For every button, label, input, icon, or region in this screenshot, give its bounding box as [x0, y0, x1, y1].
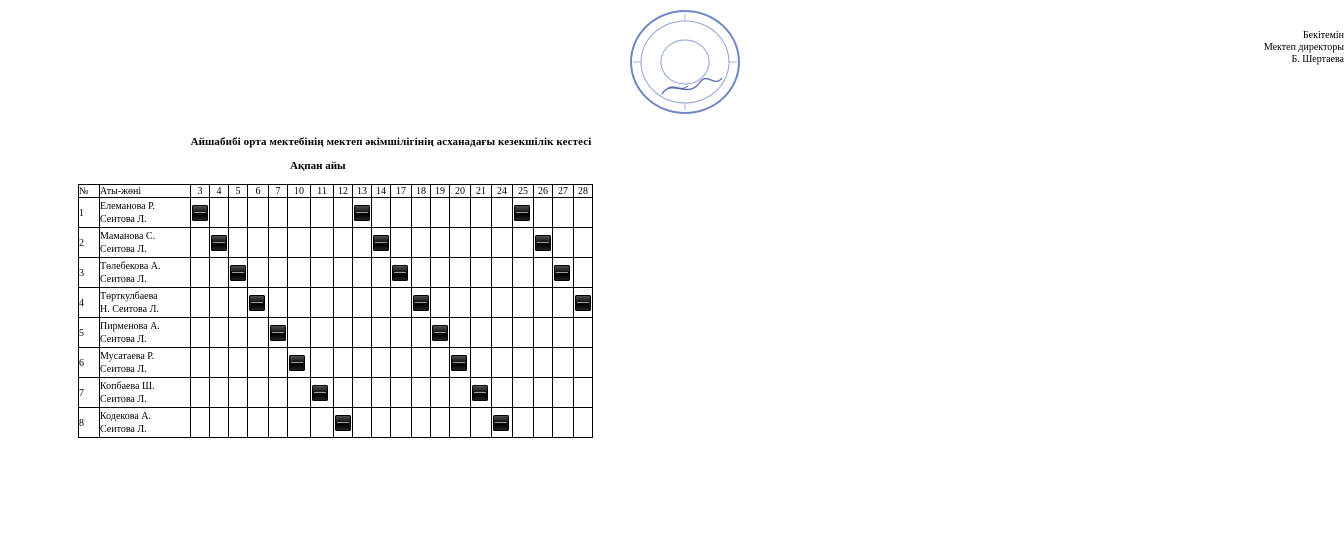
- day-cell: [334, 318, 353, 348]
- table-row: [79, 198, 593, 228]
- header-day: 28: [574, 185, 593, 198]
- day-cell: [574, 408, 593, 438]
- staff-name: [100, 198, 191, 228]
- day-cell: [391, 198, 412, 228]
- day-cell: [334, 258, 353, 288]
- day-cell: [391, 228, 412, 258]
- duty-marker: [535, 235, 551, 251]
- day-cell: [311, 228, 334, 258]
- day-cell: [534, 318, 553, 348]
- day-cell: [311, 198, 334, 228]
- day-cell: [191, 408, 210, 438]
- document-title: [0, 136, 750, 148]
- duty-marker: [373, 235, 389, 251]
- day-cell: [431, 198, 450, 228]
- day-cell: [513, 258, 534, 288]
- header-day: 6: [248, 185, 269, 198]
- header-day: 10: [288, 185, 311, 198]
- staff-name-line: Сеитова Л.: [100, 243, 147, 255]
- day-cell: [288, 378, 311, 408]
- month-label: Ақпан айы: [290, 160, 346, 172]
- day-cell: [412, 228, 431, 258]
- staff-name: [100, 258, 191, 288]
- day-cell: [450, 228, 471, 258]
- day-cell: [412, 318, 431, 348]
- approval-line: Б. Шертаева: [1291, 54, 1344, 65]
- day-cell: [269, 318, 288, 348]
- row-number: 2: [79, 228, 100, 258]
- day-cell: [210, 288, 229, 318]
- day-cell: [553, 408, 574, 438]
- day-cell: [210, 348, 229, 378]
- day-cell: [248, 408, 269, 438]
- day-cell: [372, 258, 391, 288]
- day-cell: [534, 228, 553, 258]
- day-cell: [391, 378, 412, 408]
- day-cell: [553, 228, 574, 258]
- table-row: [79, 258, 593, 288]
- day-cell: [288, 288, 311, 318]
- day-cell: [513, 288, 534, 318]
- day-cell: [553, 348, 574, 378]
- day-cell: [471, 378, 492, 408]
- day-cell: [450, 258, 471, 288]
- header-day: 4: [210, 185, 229, 198]
- day-cell: [269, 198, 288, 228]
- day-cell: [269, 288, 288, 318]
- day-cell: [513, 198, 534, 228]
- staff-name: [100, 348, 191, 378]
- day-cell: [534, 258, 553, 288]
- day-cell: [431, 348, 450, 378]
- staff-name-line: Сеитова Л.: [100, 213, 147, 225]
- day-cell: [391, 258, 412, 288]
- day-cell: [553, 378, 574, 408]
- row-number: 4: [79, 288, 100, 318]
- staff-name-line: Кодекова А.: [100, 410, 152, 422]
- approval-line: Бекітемін: [1302, 30, 1344, 41]
- day-cell: [288, 348, 311, 378]
- day-cell: [372, 198, 391, 228]
- day-cell: [513, 378, 534, 408]
- duty-marker: [392, 265, 408, 281]
- duty-marker: [554, 265, 570, 281]
- day-cell: [553, 288, 574, 318]
- day-cell: [269, 228, 288, 258]
- day-cell: [269, 408, 288, 438]
- duty-marker: [354, 205, 370, 221]
- day-cell: [391, 288, 412, 318]
- staff-name-line: Төрткулбаева: [100, 290, 158, 302]
- table-row: [79, 318, 593, 348]
- day-cell: [353, 348, 372, 378]
- day-cell: [334, 408, 353, 438]
- duty-marker: [230, 265, 246, 281]
- header-day: 3: [191, 185, 210, 198]
- document-title-text: Айшабибі орта мектебінің мектеп әкімшілігінің асханадағы кезекшілік кестесі: [190, 136, 592, 148]
- duty-marker: [335, 415, 351, 431]
- duty-marker: [211, 235, 227, 251]
- table-row: [79, 228, 593, 258]
- day-cell: [553, 258, 574, 288]
- staff-name-line: Маманова С.: [100, 230, 156, 242]
- day-cell: [248, 288, 269, 318]
- day-cell: [431, 378, 450, 408]
- day-cell: [269, 348, 288, 378]
- day-cell: [353, 228, 372, 258]
- day-cell: [229, 288, 248, 318]
- day-cell: [248, 228, 269, 258]
- day-cell: [311, 348, 334, 378]
- duty-marker: [451, 355, 467, 371]
- day-cell: [534, 288, 553, 318]
- day-cell: [391, 348, 412, 378]
- staff-name-line: Сеитова Л.: [100, 363, 147, 375]
- staff-name-line: Төлебекова А.: [100, 260, 161, 272]
- header-day: 20: [450, 185, 471, 198]
- day-cell: [191, 288, 210, 318]
- duty-marker: [432, 325, 448, 341]
- day-cell: [248, 318, 269, 348]
- approval-text: [1224, 30, 1344, 66]
- day-cell: [534, 198, 553, 228]
- day-cell: [334, 198, 353, 228]
- day-cell: [372, 378, 391, 408]
- header-day: 27: [553, 185, 574, 198]
- day-cell: [210, 378, 229, 408]
- day-cell: [353, 258, 372, 288]
- header-name: Аты-жөні: [100, 185, 191, 198]
- day-cell: [513, 408, 534, 438]
- day-cell: [191, 258, 210, 288]
- duty-marker: [472, 385, 488, 401]
- day-cell: [210, 198, 229, 228]
- day-cell: [334, 288, 353, 318]
- day-cell: [191, 348, 210, 378]
- day-cell: [311, 378, 334, 408]
- day-cell: [210, 228, 229, 258]
- row-number: 1: [79, 198, 100, 228]
- row-number: 5: [79, 318, 100, 348]
- staff-name-line: Н. Сеитова Л.: [100, 303, 159, 315]
- day-cell: [229, 318, 248, 348]
- duty-marker: [249, 295, 265, 311]
- table-row: [79, 348, 593, 378]
- day-cell: [431, 318, 450, 348]
- day-cell: [574, 198, 593, 228]
- duty-marker: [270, 325, 286, 341]
- day-cell: [574, 318, 593, 348]
- day-cell: [574, 258, 593, 288]
- day-cell: [210, 408, 229, 438]
- row-number: 6: [79, 348, 100, 378]
- day-cell: [248, 348, 269, 378]
- day-cell: [248, 378, 269, 408]
- staff-name-line: Пирменова А.: [100, 320, 160, 332]
- day-cell: [311, 408, 334, 438]
- day-cell: [372, 288, 391, 318]
- day-cell: [229, 228, 248, 258]
- table-row: [79, 378, 593, 408]
- duty-marker: [312, 385, 328, 401]
- table-header-row: [79, 185, 593, 198]
- row-number: 7: [79, 378, 100, 408]
- header-day: 11: [311, 185, 334, 198]
- day-cell: [492, 408, 513, 438]
- day-cell: [431, 408, 450, 438]
- day-cell: [431, 258, 450, 288]
- day-cell: [471, 408, 492, 438]
- day-cell: [492, 198, 513, 228]
- day-cell: [471, 228, 492, 258]
- day-cell: [288, 198, 311, 228]
- table-row: [79, 288, 593, 318]
- staff-name: [100, 408, 191, 438]
- row-number: 3: [79, 258, 100, 288]
- day-cell: [229, 258, 248, 288]
- day-cell: [353, 408, 372, 438]
- header-day: 14: [372, 185, 391, 198]
- day-cell: [210, 318, 229, 348]
- day-cell: [248, 258, 269, 288]
- day-cell: [269, 378, 288, 408]
- day-cell: [574, 348, 593, 378]
- day-cell: [450, 378, 471, 408]
- day-cell: [311, 318, 334, 348]
- day-cell: [431, 288, 450, 318]
- staff-name-line: Копбаева Ш.: [100, 380, 155, 392]
- day-cell: [412, 288, 431, 318]
- staff-name: [100, 228, 191, 258]
- day-cell: [353, 198, 372, 228]
- day-cell: [450, 318, 471, 348]
- day-cell: [269, 258, 288, 288]
- day-cell: [229, 378, 248, 408]
- day-cell: [288, 258, 311, 288]
- day-cell: [191, 378, 210, 408]
- staff-name: [100, 318, 191, 348]
- day-cell: [450, 288, 471, 318]
- header-day: 17: [391, 185, 412, 198]
- day-cell: [450, 408, 471, 438]
- duty-marker: [575, 295, 591, 311]
- duty-schedule-table: [78, 184, 593, 438]
- header-day: 13: [353, 185, 372, 198]
- staff-name: [100, 288, 191, 318]
- day-cell: [450, 348, 471, 378]
- day-cell: [431, 228, 450, 258]
- day-cell: [471, 318, 492, 348]
- official-seal-icon: [628, 8, 742, 116]
- day-cell: [372, 228, 391, 258]
- duty-marker: [514, 205, 530, 221]
- day-cell: [492, 378, 513, 408]
- header-day: 12: [334, 185, 353, 198]
- day-cell: [534, 378, 553, 408]
- day-cell: [534, 348, 553, 378]
- day-cell: [372, 408, 391, 438]
- day-cell: [391, 408, 412, 438]
- day-cell: [229, 348, 248, 378]
- day-cell: [334, 378, 353, 408]
- staff-name-line: Сеитова Л.: [100, 423, 147, 435]
- day-cell: [574, 378, 593, 408]
- header-number: №: [79, 185, 100, 198]
- day-cell: [513, 348, 534, 378]
- day-cell: [191, 228, 210, 258]
- day-cell: [492, 348, 513, 378]
- table-row: [79, 408, 593, 438]
- day-cell: [492, 288, 513, 318]
- duty-marker: [493, 415, 509, 431]
- day-cell: [492, 318, 513, 348]
- header-day: 24: [492, 185, 513, 198]
- day-cell: [412, 348, 431, 378]
- approval-block: [612, 6, 1344, 116]
- row-number: 8: [79, 408, 100, 438]
- day-cell: [553, 318, 574, 348]
- day-cell: [353, 378, 372, 408]
- day-cell: [288, 408, 311, 438]
- day-cell: [471, 288, 492, 318]
- day-cell: [513, 228, 534, 258]
- day-cell: [311, 258, 334, 288]
- day-cell: [471, 198, 492, 228]
- day-cell: [288, 228, 311, 258]
- day-cell: [353, 288, 372, 318]
- table-body: [79, 198, 593, 438]
- day-cell: [334, 228, 353, 258]
- staff-name-line: Сеитова Л.: [100, 333, 147, 345]
- header-day: 25: [513, 185, 534, 198]
- header-day: 7: [269, 185, 288, 198]
- day-cell: [311, 288, 334, 318]
- day-cell: [492, 228, 513, 258]
- day-cell: [412, 198, 431, 228]
- day-cell: [574, 228, 593, 258]
- day-cell: [229, 198, 248, 228]
- day-cell: [229, 408, 248, 438]
- day-cell: [191, 318, 210, 348]
- header-day: 21: [471, 185, 492, 198]
- duty-marker: [413, 295, 429, 311]
- day-cell: [492, 258, 513, 288]
- day-cell: [412, 258, 431, 288]
- day-cell: [191, 198, 210, 228]
- day-cell: [334, 348, 353, 378]
- day-cell: [412, 408, 431, 438]
- duty-marker: [192, 205, 208, 221]
- day-cell: [288, 318, 311, 348]
- approval-line: Мектеп директоры: [1263, 42, 1344, 53]
- header-day: 26: [534, 185, 553, 198]
- header-day: 5: [229, 185, 248, 198]
- day-cell: [534, 408, 553, 438]
- staff-name-line: Сеитова Л.: [100, 393, 147, 405]
- header-day: 18: [412, 185, 431, 198]
- day-cell: [553, 198, 574, 228]
- day-cell: [513, 318, 534, 348]
- staff-name-line: Елеманова Р.: [100, 200, 155, 212]
- duty-marker: [289, 355, 305, 371]
- day-cell: [471, 258, 492, 288]
- day-cell: [412, 378, 431, 408]
- day-cell: [372, 318, 391, 348]
- day-cell: [210, 258, 229, 288]
- day-cell: [574, 288, 593, 318]
- day-cell: [450, 198, 471, 228]
- staff-name: [100, 378, 191, 408]
- staff-name-line: Сеитова Л.: [100, 273, 147, 285]
- day-cell: [248, 198, 269, 228]
- staff-name-line: Мусатаева Р.: [100, 350, 155, 362]
- day-cell: [353, 318, 372, 348]
- header-day: 19: [431, 185, 450, 198]
- day-cell: [372, 348, 391, 378]
- day-cell: [391, 318, 412, 348]
- day-cell: [471, 348, 492, 378]
